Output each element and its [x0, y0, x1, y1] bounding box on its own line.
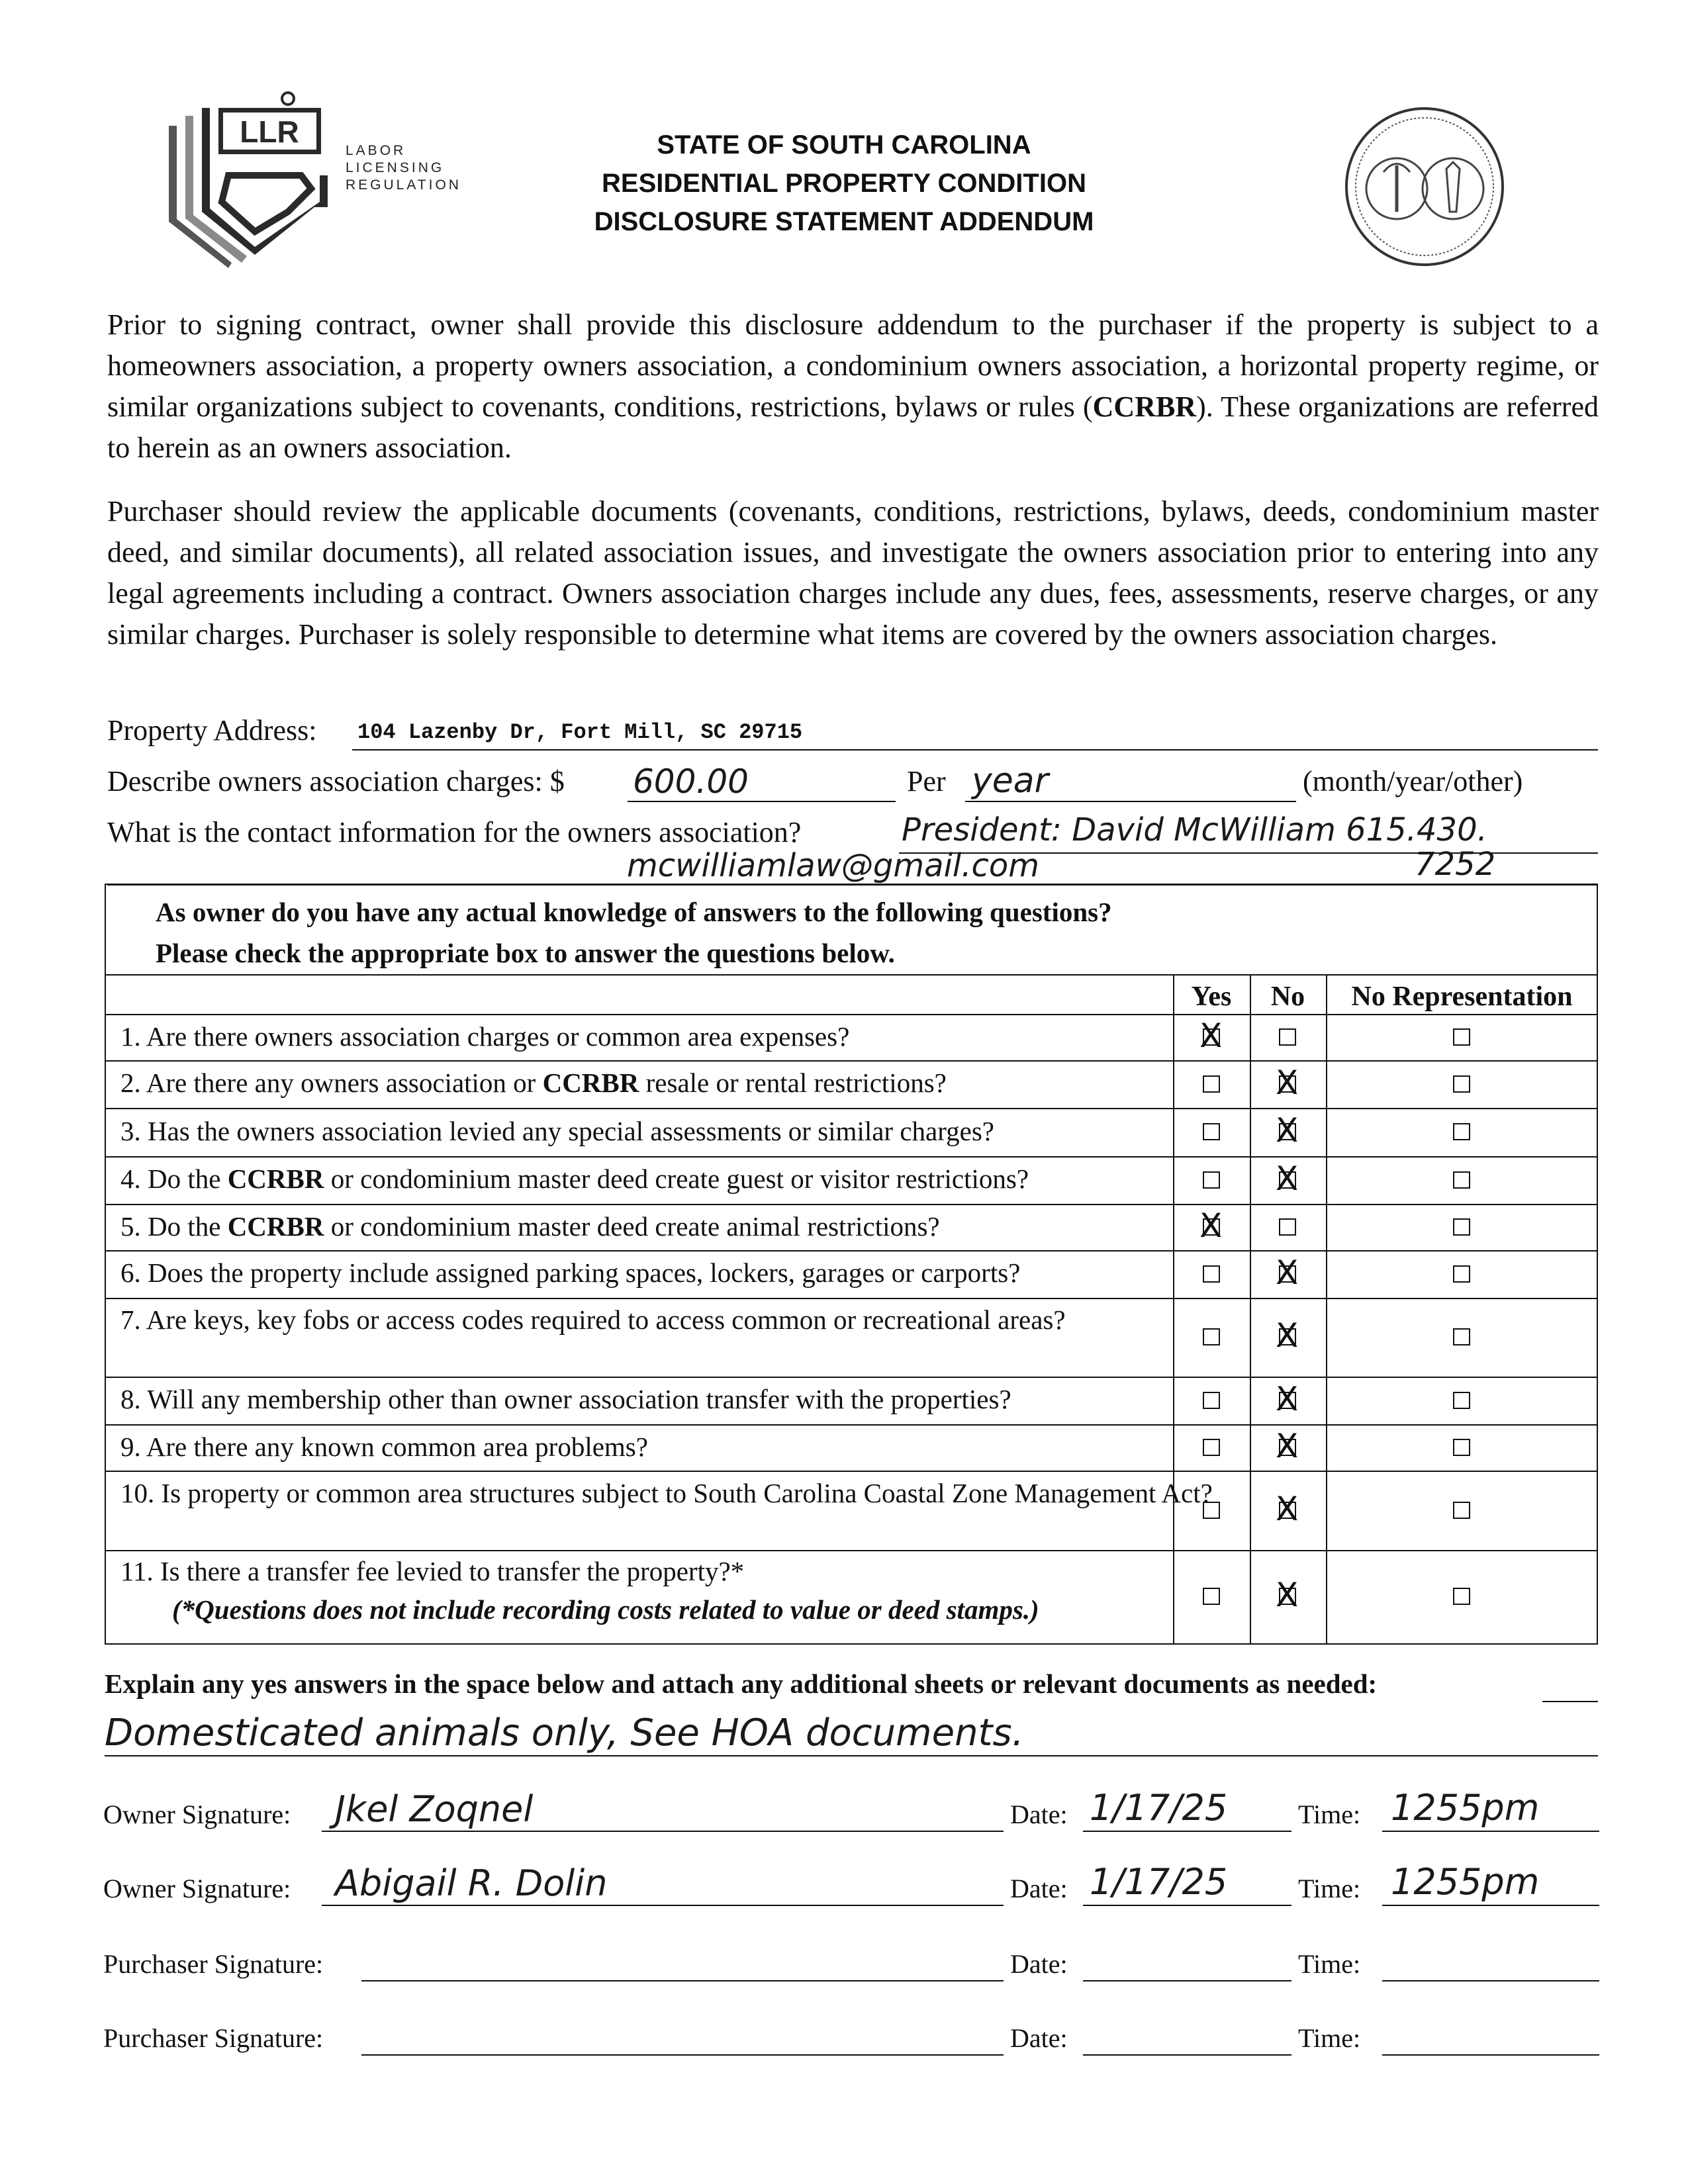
question-11: [120, 1552, 1239, 1629]
explain-answer: Domesticated animals only, See HOA documents.: [105, 1711, 1024, 1754]
col-no: No: [1270, 981, 1305, 1012]
logo-word-labor: LABOR: [346, 143, 406, 158]
signature-row-2: [103, 1861, 1599, 1907]
check-mark-q11-no: X: [1276, 1576, 1299, 1614]
question-7: 7. Are keys, key fobs or access codes required to access common or recreational areas?: [120, 1304, 1066, 1335]
address-label: Property Address:: [107, 714, 317, 747]
checkbox-q8-norep[interactable]: [1453, 1392, 1470, 1409]
checkbox-q6-yes[interactable]: [1203, 1265, 1220, 1283]
date-field[interactable]: [1083, 1980, 1291, 1981]
col-no-representation: No Representation: [1351, 981, 1573, 1012]
per-hint: (month/year/other): [1303, 765, 1523, 797]
signature-row-3: [103, 1936, 1599, 1983]
checkbox-q4-norep[interactable]: [1453, 1171, 1470, 1189]
time-field[interactable]: [1382, 1831, 1599, 1832]
checkbox-q1-norep[interactable]: [1453, 1028, 1470, 1046]
title-line-1: STATE OF SOUTH CAROLINA: [657, 130, 1031, 159]
checkbox-q1-no[interactable]: [1279, 1028, 1296, 1046]
question-11-note: (*Questions does not include recording costs related to value or deed stamps.): [172, 1594, 1039, 1625]
date-label: Date:: [1010, 1799, 1068, 1829]
check-mark-q10-no: X: [1276, 1490, 1299, 1528]
checkbox-q8-yes[interactable]: [1203, 1392, 1220, 1409]
per-label: Per: [907, 765, 946, 797]
signature-field[interactable]: [322, 1831, 1004, 1832]
date-field[interactable]: [1083, 1831, 1291, 1832]
intro-paragraph-2: Purchaser should review the applicable documents (covenants, conditions, restrictions, bylaws, deeds, condominium master deed, and similar documents), all related association issues, and investigate the owners association prior to entering into any legal agreements including a contract. Owners association charges include any dues, fees, assessments, reserve charges, or any similar charges. Purchaser is solely responsible to determine what items are covered by the owners association charges.: [107, 495, 1599, 651]
check-mark-q7-no: X: [1276, 1316, 1299, 1355]
checkbox-q5-no[interactable]: [1279, 1218, 1296, 1236]
check-mark-q6-no: X: [1276, 1253, 1299, 1292]
table-instructions: [156, 891, 1112, 974]
intro-p1-ccrbr: CCRBR: [1092, 390, 1197, 423]
signature-row-4: [103, 2011, 1599, 2057]
time-value: 1255pm: [1391, 1861, 1540, 1903]
time-field[interactable]: [1382, 1905, 1599, 1906]
intro-paragraph-1: [107, 304, 1599, 469]
question-3: 3. Has the owners association levied any special assessments or similar charges?: [120, 1116, 994, 1146]
date-field[interactable]: [1083, 1905, 1291, 1906]
checkbox-q11-yes[interactable]: [1203, 1588, 1220, 1605]
signature-field[interactable]: [361, 1980, 1004, 1981]
check-mark-q8-no: X: [1276, 1380, 1299, 1418]
question-8: 8. Will any membership other than owner association transfer with the properties?: [120, 1384, 1011, 1414]
date-field[interactable]: [1083, 2054, 1291, 2056]
checkbox-q6-norep[interactable]: [1453, 1265, 1470, 1283]
date-value: 1/17/25: [1090, 1861, 1228, 1903]
checkbox-q7-yes[interactable]: [1203, 1328, 1220, 1345]
instruction-line-2: Please check the appropriate box to answer the questions below.: [156, 938, 895, 968]
signature-label: Purchaser Signature:: [103, 2023, 324, 2053]
col-yes: Yes: [1191, 981, 1232, 1012]
checkbox-q3-yes[interactable]: [1203, 1123, 1220, 1140]
intro-p1-text-end: ). These organizations are referred to herein as an owners association.: [107, 390, 1599, 464]
time-label: Time:: [1298, 1799, 1361, 1829]
time-field[interactable]: [1382, 1980, 1599, 1981]
checkbox-q9-norep[interactable]: [1453, 1439, 1470, 1456]
signature-label: Owner Signature:: [103, 1874, 291, 1903]
check-mark-q3-no: X: [1276, 1111, 1299, 1150]
date-label: Date:: [1010, 1949, 1068, 1979]
charges-label: Describe owners association charges: $: [107, 765, 565, 797]
instruction-line-1: As owner do you have any actual knowledge of answers to the following questions?: [156, 897, 1112, 927]
question-2: 2. Are there any owners association or CCRBR resale or rental restrictions?: [120, 1068, 947, 1098]
question-5: 5. Do the CCRBR or condominium master deed create animal restrictions?: [120, 1211, 940, 1242]
checkbox-q11-norep[interactable]: [1453, 1588, 1470, 1605]
contact-field-line-2[interactable]: [107, 846, 1598, 886]
contact-value-3: 7252: [1415, 846, 1496, 883]
question-11-text: 11. Is there a transfer fee levied to transfer the property?*: [120, 1556, 745, 1586]
signature-field[interactable]: [361, 2054, 1004, 2056]
per-value: year: [972, 761, 1049, 801]
date-label: Date:: [1010, 2023, 1068, 2053]
time-value: 1255pm: [1391, 1787, 1540, 1829]
charges-value: 600.00: [633, 762, 749, 801]
address-field[interactable]: [352, 715, 1598, 751]
checkbox-q2-yes[interactable]: [1203, 1075, 1220, 1093]
address-value: 104 Lazenby Dr, Fort Mill, SC 29715: [357, 720, 803, 745]
questions-table: [105, 884, 1598, 1645]
title-line-2: RESIDENTIAL PROPERTY CONDITION: [602, 169, 1086, 198]
question-4: 4. Do the CCRBR or condominium master deed create guest or visitor restrictions?: [120, 1163, 1029, 1194]
explain-answer-field[interactable]: [105, 1707, 1598, 1756]
question-9: 9. Are there any known common area problems?: [120, 1432, 648, 1462]
signature-label: Purchaser Signature:: [103, 1949, 324, 1979]
title-line-3: DISCLOSURE STATEMENT ADDENDUM: [594, 207, 1094, 236]
question-10: 10. Is property or common area structures subject to South Carolina Coastal Zone Management Act?: [120, 1478, 1213, 1508]
checkbox-q5-norep[interactable]: [1453, 1218, 1470, 1236]
per-field[interactable]: [965, 761, 1296, 802]
charges-field[interactable]: [628, 761, 896, 802]
check-mark-q2-no: X: [1276, 1064, 1299, 1102]
checkbox-q4-yes[interactable]: [1203, 1171, 1220, 1189]
contact-value-2: mcwilliamlaw@gmail.com: [627, 847, 1040, 884]
signature-field[interactable]: [322, 1905, 1004, 1906]
signature-row-1: [103, 1787, 1599, 1833]
contact-value-1: President: David McWilliam 615.430.: [902, 811, 1487, 848]
checkbox-q2-norep[interactable]: [1453, 1075, 1470, 1093]
time-label: Time:: [1298, 2023, 1361, 2053]
contact-label: What is the contact information for the owners association?: [107, 816, 802, 848]
logo-word-licensing: LICENSING: [346, 160, 445, 175]
intro-p1-text: Prior to signing contract, owner shall provide this disclosure addendum to the purchaser if the property is subject to a homeowners association, a property owners association, a condominium owners association, a horizontal property regime, or similar organizations subject to covenants, conditions, restrictions, bylaws or rules (: [107, 308, 1599, 423]
check-mark-q5-yes: X: [1199, 1206, 1223, 1245]
logo-word-regulation: REGULATION: [346, 177, 461, 193]
logo-abbrev: LLR: [240, 114, 299, 149]
checkbox-q3-norep[interactable]: [1453, 1123, 1470, 1140]
date-value: 1/17/25: [1090, 1787, 1228, 1829]
time-field[interactable]: [1382, 2054, 1599, 2056]
signature-value: Abigail R. Dolin: [335, 1862, 608, 1904]
question-6: 6. Does the property include assigned parking spaces, lockers, garages or carports?: [120, 1257, 1021, 1288]
explain-label: Explain any yes answers in the space below and attach any additional sheets or relevant documents as needed:: [105, 1668, 1378, 1699]
explain-label-line: [1542, 1674, 1598, 1702]
state-seal-icon: [1344, 106, 1506, 268]
signature-label: Owner Signature:: [103, 1799, 291, 1829]
checkbox-q9-yes[interactable]: [1203, 1439, 1220, 1456]
time-label: Time:: [1298, 1949, 1361, 1979]
check-mark-q1-yes: X: [1199, 1017, 1223, 1055]
signature-value: Jkel Zoqnel: [335, 1788, 534, 1830]
check-mark-q9-no: X: [1276, 1427, 1299, 1465]
check-mark-q4-no: X: [1276, 1160, 1299, 1198]
date-label: Date:: [1010, 1874, 1068, 1903]
time-label: Time:: [1298, 1874, 1361, 1903]
checkbox-q7-norep[interactable]: [1453, 1328, 1470, 1345]
checkbox-q10-norep[interactable]: [1453, 1502, 1470, 1519]
checkbox-q10-yes[interactable]: [1203, 1502, 1220, 1519]
question-1: 1. Are there owners association charges or common area expenses?: [120, 1021, 850, 1052]
